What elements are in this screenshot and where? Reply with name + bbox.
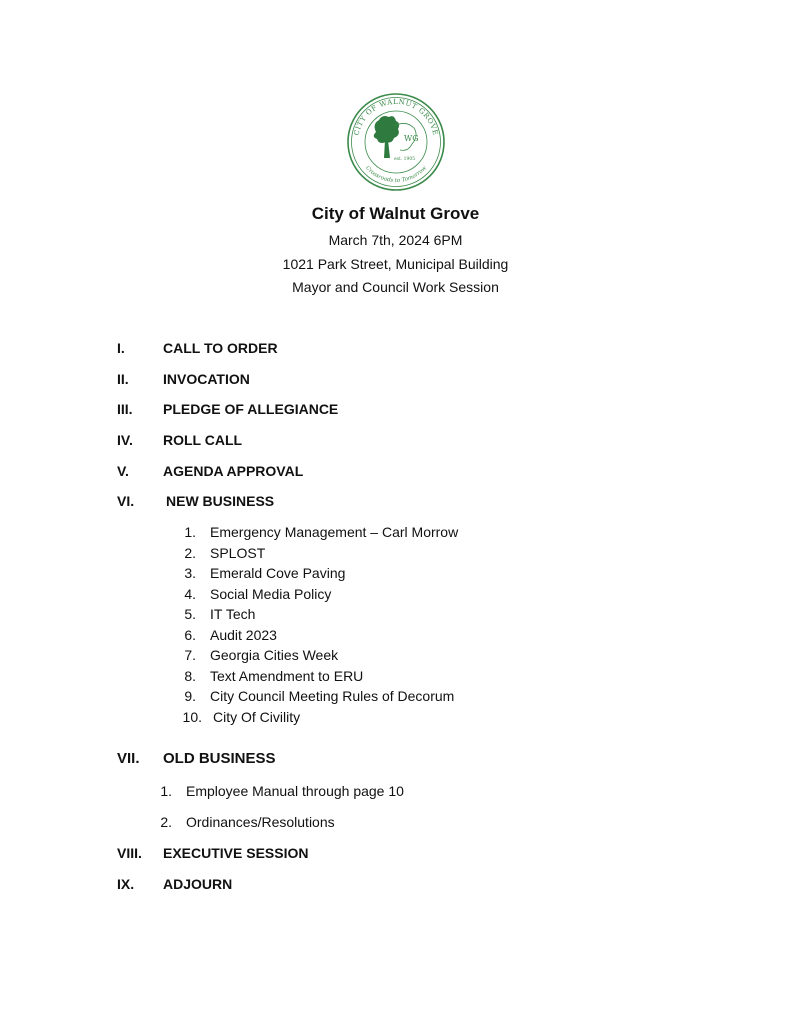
- section-label: OLD BUSINESS: [163, 750, 276, 767]
- section-number: IX.: [117, 876, 135, 892]
- section-label: CALL TO ORDER: [163, 340, 278, 356]
- meeting-location: 1021 Park Street, Municipal Building: [282, 256, 509, 272]
- seal-est: est. 1905: [394, 157, 416, 162]
- section-label: EXECUTIVE SESSION: [163, 845, 309, 861]
- section-label: ROLL CALL: [163, 432, 243, 448]
- item-number: 2.: [160, 814, 172, 830]
- section-number: V.: [117, 463, 129, 479]
- section-number: I.: [117, 340, 125, 356]
- item-number: 2.: [184, 545, 196, 561]
- item-text: Social Media Policy: [210, 586, 332, 602]
- item-text: Text Amendment to ERU: [210, 668, 364, 684]
- item-text: Emergency Management – Carl Morrow: [210, 524, 459, 540]
- section-number: II.: [117, 371, 129, 387]
- item-text: Ordinances/Resolutions: [186, 814, 335, 830]
- section-label: AGENDA APPROVAL: [163, 463, 304, 479]
- item-text: Emerald Cove Paving: [210, 565, 346, 581]
- item-number: 3.: [184, 565, 196, 581]
- section-label: PLEDGE OF ALLEGIANCE: [163, 401, 339, 417]
- item-text: Audit 2023: [210, 627, 277, 643]
- item-number: 5.: [184, 606, 196, 622]
- section-number: III.: [117, 401, 133, 417]
- seal-monogram: WG: [404, 134, 419, 143]
- city-seal-logo: [346, 92, 446, 192]
- meeting-session: Mayor and Council Work Session: [292, 279, 499, 295]
- item-number: 9.: [184, 688, 196, 704]
- meeting-date: March 7th, 2024 6PM: [328, 232, 463, 248]
- item-text: City Council Meeting Rules of Decorum: [210, 688, 455, 704]
- section-number: VII.: [117, 750, 140, 767]
- item-text: SPLOST: [210, 545, 266, 561]
- item-number: 4.: [184, 586, 196, 602]
- item-text: Georgia Cities Week: [210, 647, 339, 663]
- section-number: VIII.: [117, 845, 142, 861]
- item-text: IT Tech: [210, 606, 256, 622]
- item-number: 8.: [184, 668, 196, 684]
- item-number: 1.: [160, 783, 172, 799]
- item-text: City Of Civility: [213, 709, 301, 725]
- section-number: VI.: [117, 493, 135, 509]
- section-number: IV.: [117, 432, 133, 448]
- item-number: 6.: [184, 627, 196, 643]
- item-number: 7.: [184, 647, 196, 663]
- tree-icon: [374, 116, 399, 143]
- item-text: Employee Manual through page 10: [186, 783, 404, 799]
- seal-ring-text: CITY OF WALNUT GROVE: [352, 97, 440, 137]
- section-label: INVOCATION: [163, 371, 250, 387]
- item-number: 1.: [184, 524, 196, 540]
- item-number: 10.: [182, 709, 202, 725]
- svg-text:Crossroads to Tomorrow: [364, 165, 428, 184]
- section-label: NEW BUSINESS: [166, 493, 275, 509]
- document-title: City of Walnut Grove: [311, 204, 480, 223]
- section-label: ADJOURN: [163, 876, 233, 892]
- seal-motto: Crossroads to Tomorrow: [364, 165, 428, 185]
